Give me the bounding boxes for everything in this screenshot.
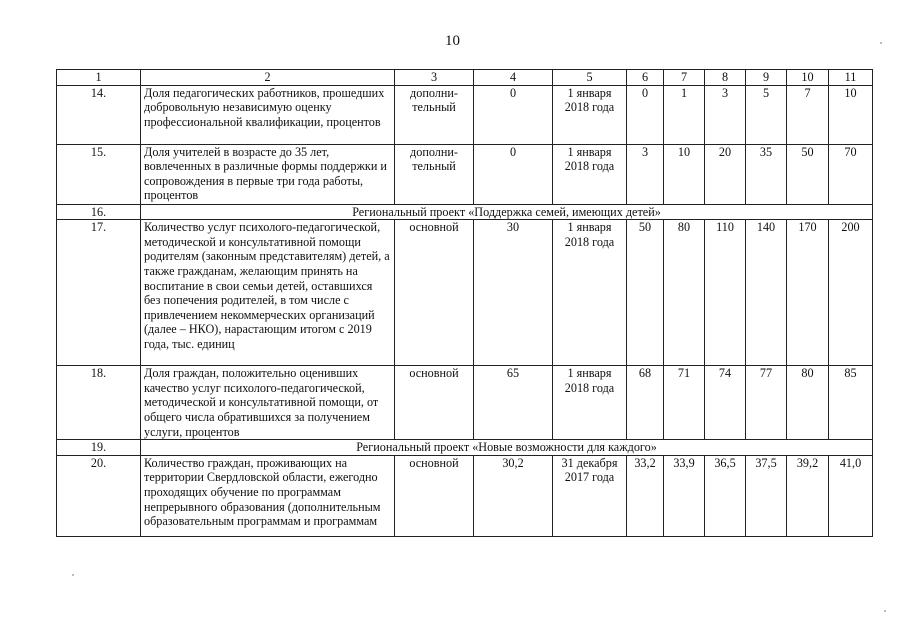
indicator-type: основной	[395, 220, 474, 366]
table-row	[57, 85, 873, 144]
year-value: 140	[746, 220, 787, 366]
base-date: 31 декабря 2017 года	[553, 455, 627, 536]
year-value: 10	[664, 144, 705, 204]
indicator-type: основной	[395, 366, 474, 440]
indicator-description: Доля граждан, положительно оценивших качество услуг психолого-педагогической, методической и консультативной помощи, от общего числа обратившихся за получением услуги, процентов	[141, 366, 395, 440]
header-cell: 3	[395, 70, 474, 86]
year-value: 37,5	[746, 455, 787, 536]
scan-speck	[72, 574, 74, 576]
indicator-description: Количество услуг психолого-педагогической, методической и консультативной помощи родителям (законным представителям) детей, а также гражданам, желающим принять на воспитание в свои семьи детей, оставшихся без попечения родителей, в том числе с привлечением некоммерческих организаций (далее – НКО), нарастающим итогом с 2019 года, тыс. единиц	[141, 220, 395, 366]
header-cell: 10	[787, 70, 829, 86]
year-value: 50	[627, 220, 664, 366]
table-row	[57, 366, 873, 440]
year-value: 0	[627, 85, 664, 144]
indicator-description: Доля педагогических работников, прошедших добровольную независимую оценку профессиональной квалификации, процентов	[141, 85, 395, 144]
header-cell: 7	[664, 70, 705, 86]
section-row	[57, 440, 873, 456]
indicators-table	[56, 69, 873, 537]
year-value: 77	[746, 366, 787, 440]
header-cell: 2	[141, 70, 395, 86]
header-cell: 5	[553, 70, 627, 86]
year-value: 1	[664, 85, 705, 144]
indicator-description: Количество граждан, проживающих на территории Свердловской области, ежегодно проходящих обучение по программам непрерывного образования (дополнительным образовательным программам и программам	[141, 455, 395, 536]
table-row	[57, 220, 873, 366]
year-value: 70	[829, 144, 873, 204]
year-value: 200	[829, 220, 873, 366]
year-value: 7	[787, 85, 829, 144]
year-value: 3	[627, 144, 664, 204]
year-value: 33,2	[627, 455, 664, 536]
indicator-description: Доля учителей в возрасте до 35 лет, вовлеченных в различные формы поддержки и сопровождения в первые три года работы, процентов	[141, 144, 395, 204]
year-value: 80	[787, 366, 829, 440]
table-row	[57, 144, 873, 204]
scan-speck	[880, 42, 882, 44]
header-cell: 6	[627, 70, 664, 86]
year-value: 170	[787, 220, 829, 366]
row-number: 20.	[57, 455, 141, 536]
base-date: 1 января 2018 года	[553, 144, 627, 204]
header-cell: 8	[705, 70, 746, 86]
header-cell: 1	[57, 70, 141, 86]
year-value: 80	[664, 220, 705, 366]
year-value: 41,0	[829, 455, 873, 536]
year-value: 20	[705, 144, 746, 204]
base-value: 30,2	[474, 455, 553, 536]
page-number: 10	[445, 33, 460, 49]
base-value: 65	[474, 366, 553, 440]
header-cell: 9	[746, 70, 787, 86]
table-header-row	[57, 70, 873, 86]
year-value: 85	[829, 366, 873, 440]
base-value: 0	[474, 85, 553, 144]
year-value: 5	[746, 85, 787, 144]
regional-project-title: Региональный проект «Поддержка семей, имеющих детей»	[141, 204, 873, 220]
year-value: 71	[664, 366, 705, 440]
year-value: 3	[705, 85, 746, 144]
year-value: 74	[705, 366, 746, 440]
year-value: 33,9	[664, 455, 705, 536]
year-value: 68	[627, 366, 664, 440]
indicator-type: основной	[395, 455, 474, 536]
scan-speck	[884, 610, 886, 612]
header-cell: 4	[474, 70, 553, 86]
year-value: 110	[705, 220, 746, 366]
base-date: 1 января 2018 года	[553, 85, 627, 144]
base-date: 1 января 2018 года	[553, 366, 627, 440]
year-value: 36,5	[705, 455, 746, 536]
indicator-type: дополни-тельный	[395, 85, 474, 144]
year-value: 35	[746, 144, 787, 204]
regional-project-title: Региональный проект «Новые возможности для каждого»	[141, 440, 873, 456]
year-value: 50	[787, 144, 829, 204]
base-value: 0	[474, 144, 553, 204]
indicator-type: дополни-тельный	[395, 144, 474, 204]
year-value: 39,2	[787, 455, 829, 536]
row-number: 19.	[57, 440, 141, 456]
table-row	[57, 455, 873, 536]
year-value: 10	[829, 85, 873, 144]
row-number: 14.	[57, 85, 141, 144]
row-number: 16.	[57, 204, 141, 220]
section-row	[57, 204, 873, 220]
row-number: 15.	[57, 144, 141, 204]
header-cell: 11	[829, 70, 873, 86]
base-value: 30	[474, 220, 553, 366]
row-number: 18.	[57, 366, 141, 440]
base-date: 1 января 2018 года	[553, 220, 627, 366]
row-number: 17.	[57, 220, 141, 366]
